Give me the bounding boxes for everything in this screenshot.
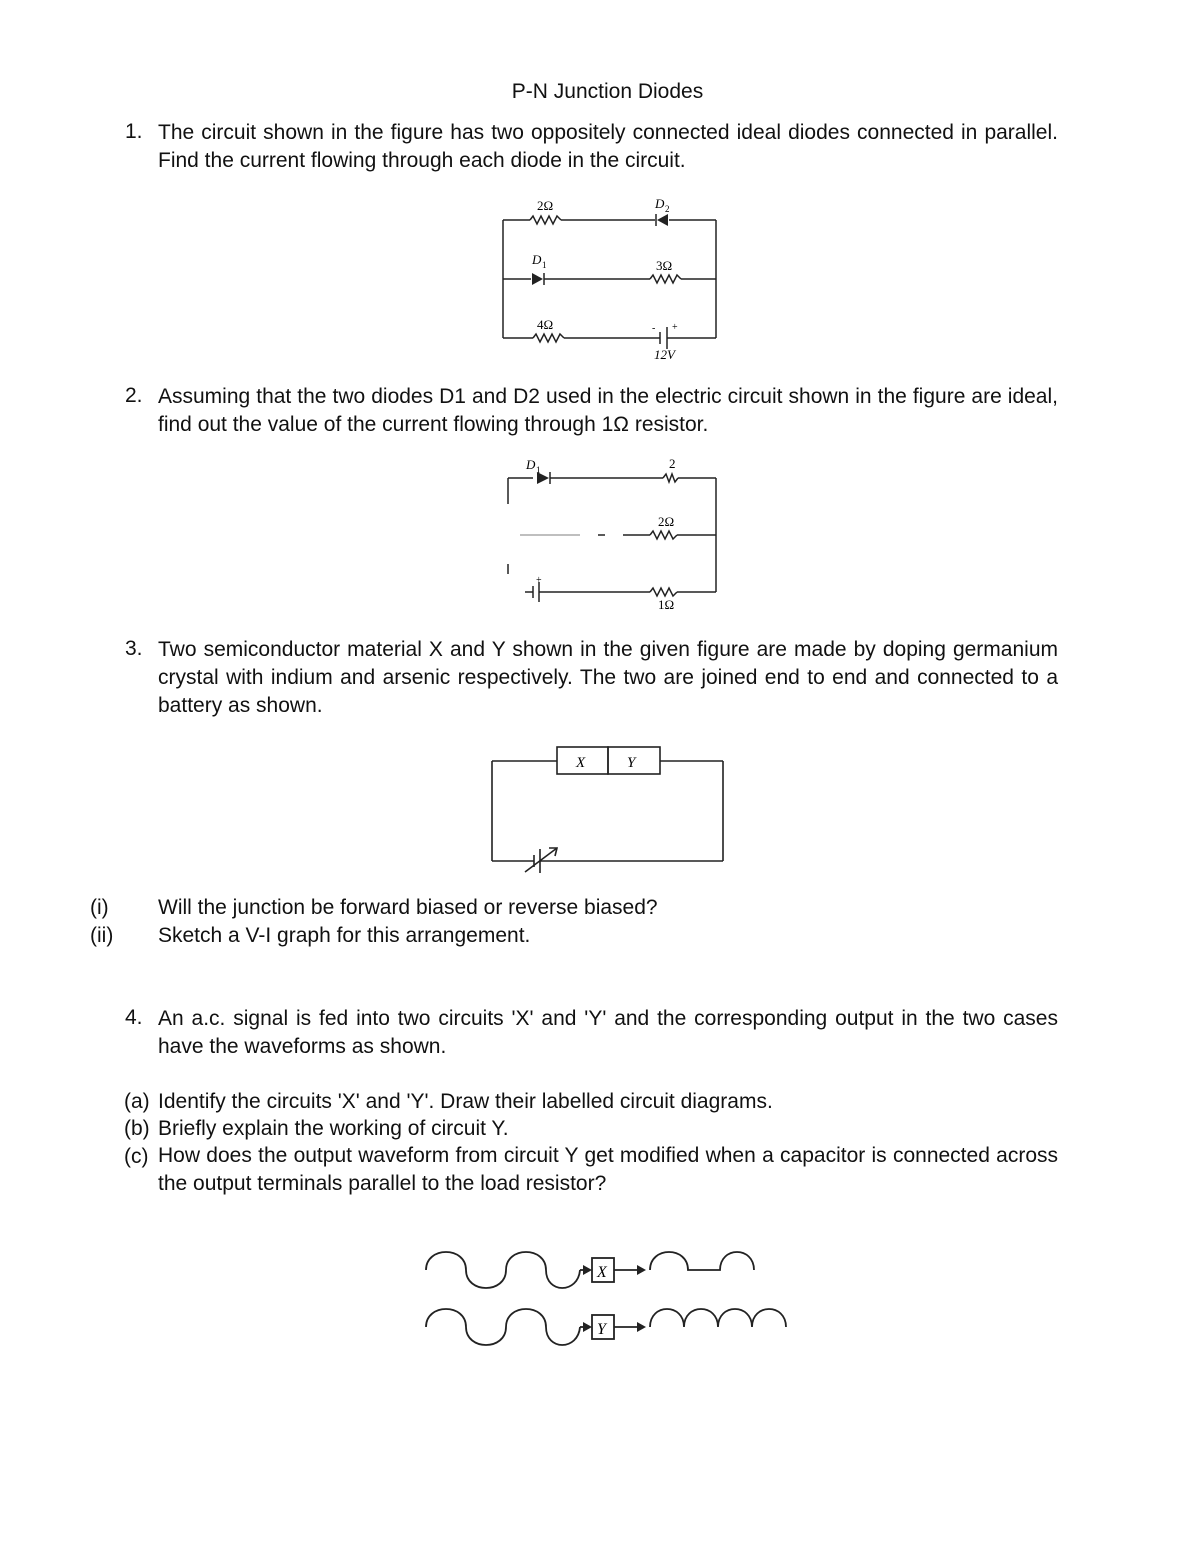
fig2-plus-label: + [536,575,542,586]
fig2-r-top-label: 2 [669,456,676,471]
q3-part-ii-text: Sketch a V-I graph for this arrangement. [158,924,531,947]
q3-part-ii-label: (ii) [90,924,114,947]
q4-part-b-label: (b) [124,1117,150,1140]
q3-part-i-text: Will the junction be forward biased or reverse biased? [158,896,658,919]
arrow-icon [583,1322,592,1332]
q4-part-a-text: Identify the circuits 'X' and 'Y'. Draw their labelled circuit diagrams. [158,1090,773,1113]
fig1-d2-label: D [655,196,665,211]
fig1-minus-label: - [652,323,656,334]
fig1-plus-label: + [672,322,678,333]
input-sine-x [426,1252,580,1288]
fig4-x-label: X [597,1264,607,1281]
fig3-x-label: X [576,755,586,771]
question-1-number: 1. [125,120,143,143]
fig1-r-mid-label: 3Ω [656,258,673,273]
fig2-r-mid-label: 2Ω [658,514,675,529]
fig1-battery-label: 12V [654,347,675,362]
fig4-y-label: Y [597,1321,606,1338]
diode-d2-icon [657,214,668,226]
output-fullwave-y [650,1309,786,1327]
fig1-r-top-label: 2Ω [537,198,554,213]
waveform-figure-4 [420,1240,800,1355]
arrow-icon [583,1265,592,1275]
fig1-d1-label: D [532,252,542,267]
circuit-figure-2 [495,452,725,617]
q3-part-i-label: (i) [90,896,109,919]
q4-part-c-text: How does the output waveform from circuit Y get modified when a capacitor is connected across the output terminals parallel to the load resistor? [158,1144,1058,1195]
question-4-number: 4. [125,1006,143,1029]
question-3-text: Two semiconductor material X and Y shown in the given figure are made by doping germanium crystal with indium and arsenic respectively. The two are joined end to end and connected to a battery as shown. [158,638,1058,717]
question-4-text: An a.c. signal is fed into two circuits 'X' and 'Y' and the corresponding output in the two cases have the waveforms as shown. [158,1007,1058,1058]
arrow-icon [637,1322,646,1332]
q4-part-c-label: (c) [124,1145,149,1168]
q4-part-b-text: Briefly explain the working of circuit Y. [158,1117,509,1140]
fig3-y-label: Y [627,755,636,771]
input-sine-y [426,1309,580,1345]
arrow-icon [637,1265,646,1275]
question-1-text: The circuit shown in the figure has two oppositely connected ideal diodes connected in parallel. Find the current flowing through each diode in the circuit. [158,121,1058,172]
output-halfwave-x [650,1252,754,1270]
q4-part-a-label: (a) [124,1090,150,1113]
fig1-d1-sub: 1 [542,260,547,270]
diode-d1-icon [532,273,543,285]
question-3-number: 3. [125,637,143,660]
question-2-number: 2. [125,384,143,407]
circuit-figure-1 [495,192,725,367]
fig2-d1-label: D [526,457,536,472]
question-2-text: Assuming that the two diodes D1 and D2 used in the electric circuit shown in the figure are ideal, find out the value of the current flowing through 1Ω resistor. [158,385,1058,436]
fig2-d1-sub: 1 [536,465,541,475]
fig1-r-bottom-label: 4Ω [537,317,554,332]
fig2-r-bottom-label: 1Ω [658,597,675,612]
circuit-figure-3 [485,740,730,875]
fig1-d2-sub: 2 [665,204,670,214]
page-title: P-N Junction Diodes [511,80,704,103]
